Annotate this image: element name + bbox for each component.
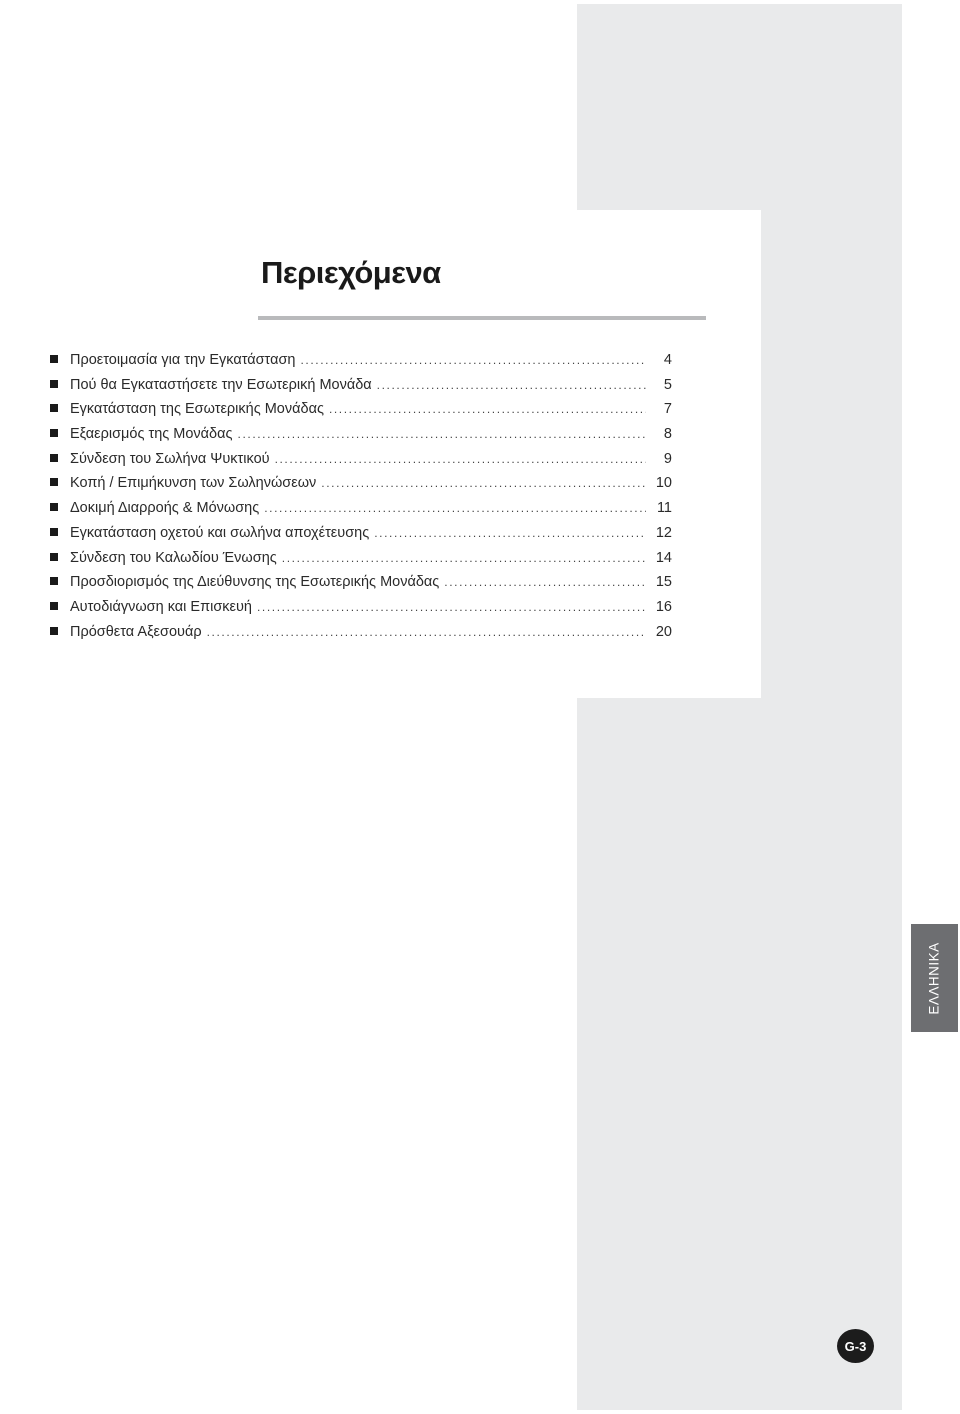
toc-entry[interactable]	[50, 500, 672, 525]
dot-leader	[377, 378, 646, 392]
dot-leader	[300, 353, 646, 367]
square-bullet-icon	[50, 602, 58, 610]
toc-entry[interactable]	[50, 525, 672, 550]
toc-entry-label: Κοπή / Επιμήκυνση των Σωληνώσεων	[70, 475, 317, 492]
table-of-contents	[50, 352, 672, 648]
dot-leader	[374, 526, 646, 540]
toc-entry-page: 10	[655, 475, 672, 492]
toc-entry-page: 5	[663, 376, 672, 393]
square-bullet-icon	[50, 627, 58, 635]
toc-entry-label: Προσδιορισμός της Διεύθυνσης της Εσωτερικής Μονάδας	[70, 574, 440, 591]
toc-entry[interactable]	[50, 574, 672, 599]
toc-entry[interactable]	[50, 352, 672, 377]
page-number-badge: G-3	[837, 1329, 874, 1363]
title-underline	[258, 316, 706, 320]
language-tab	[911, 924, 958, 1032]
toc-entry-page: 7	[663, 401, 672, 418]
toc-entry-page: 14	[655, 549, 672, 566]
toc-entry-page: 4	[663, 352, 672, 368]
toc-entry[interactable]	[50, 550, 672, 575]
dot-leader	[275, 452, 646, 466]
square-bullet-icon	[50, 404, 58, 412]
square-bullet-icon	[50, 454, 58, 462]
dot-leader	[321, 476, 646, 490]
toc-entry-page: 9	[663, 450, 672, 467]
dot-leader	[257, 600, 646, 614]
toc-entry[interactable]	[50, 599, 672, 624]
toc-entry-label: Πού θα Εγκαταστήσετε την Εσωτερική Μονάδα	[70, 376, 372, 393]
page-title: Περιεχόμενα	[261, 255, 441, 290]
toc-entry-label: Εξαερισμός της Μονάδας	[70, 426, 233, 443]
square-bullet-icon	[50, 429, 58, 437]
toc-entry-label: Δοκιμή Διαρροής & Μόνωσης	[70, 500, 260, 517]
toc-entry-label: Σύνδεση του Σωλήνα Ψυκτικού	[70, 450, 270, 467]
dot-leader	[238, 427, 646, 441]
toc-entry-page: 20	[655, 623, 672, 640]
dot-leader	[207, 625, 646, 639]
language-tab-label: ΕΛΛΗΝΙΚΑ	[927, 941, 942, 1015]
toc-entry-label: Πρόσθετα Αξεσουάρ	[70, 623, 202, 640]
square-bullet-icon	[50, 355, 58, 363]
toc-entry[interactable]	[50, 401, 672, 426]
dot-leader	[444, 575, 646, 589]
square-bullet-icon	[50, 478, 58, 486]
toc-entry-label: Σύνδεση του Καλωδίου Ένωσης	[70, 549, 277, 566]
toc-entry-page: 11	[656, 500, 672, 517]
square-bullet-icon	[50, 503, 58, 511]
toc-entry-page: 12	[655, 524, 672, 541]
square-bullet-icon	[50, 577, 58, 585]
dot-leader	[264, 501, 646, 515]
dot-leader	[329, 402, 646, 416]
toc-entry-label: Εγκατάσταση της Εσωτερικής Μονάδας	[70, 401, 324, 418]
toc-entry-label: Προετοιμασία για την Εγκατάσταση	[70, 352, 296, 368]
toc-entry-label: Εγκατάσταση οχετού και σωλήνα αποχέτευσης	[70, 524, 370, 541]
toc-entry-page: 16	[655, 598, 672, 615]
square-bullet-icon	[50, 553, 58, 561]
toc-entry-page: 15	[655, 574, 672, 591]
square-bullet-icon	[50, 380, 58, 388]
toc-entry-label: Αυτοδιάγνωση και Επισκευή	[70, 598, 252, 615]
square-bullet-icon	[50, 528, 58, 536]
toc-entry[interactable]	[50, 475, 672, 500]
toc-entry[interactable]	[50, 426, 672, 451]
toc-entry[interactable]	[50, 624, 672, 649]
toc-entry[interactable]	[50, 377, 672, 402]
dot-leader	[282, 551, 646, 565]
toc-entry-page: 8	[663, 426, 672, 443]
toc-entry[interactable]	[50, 451, 672, 476]
